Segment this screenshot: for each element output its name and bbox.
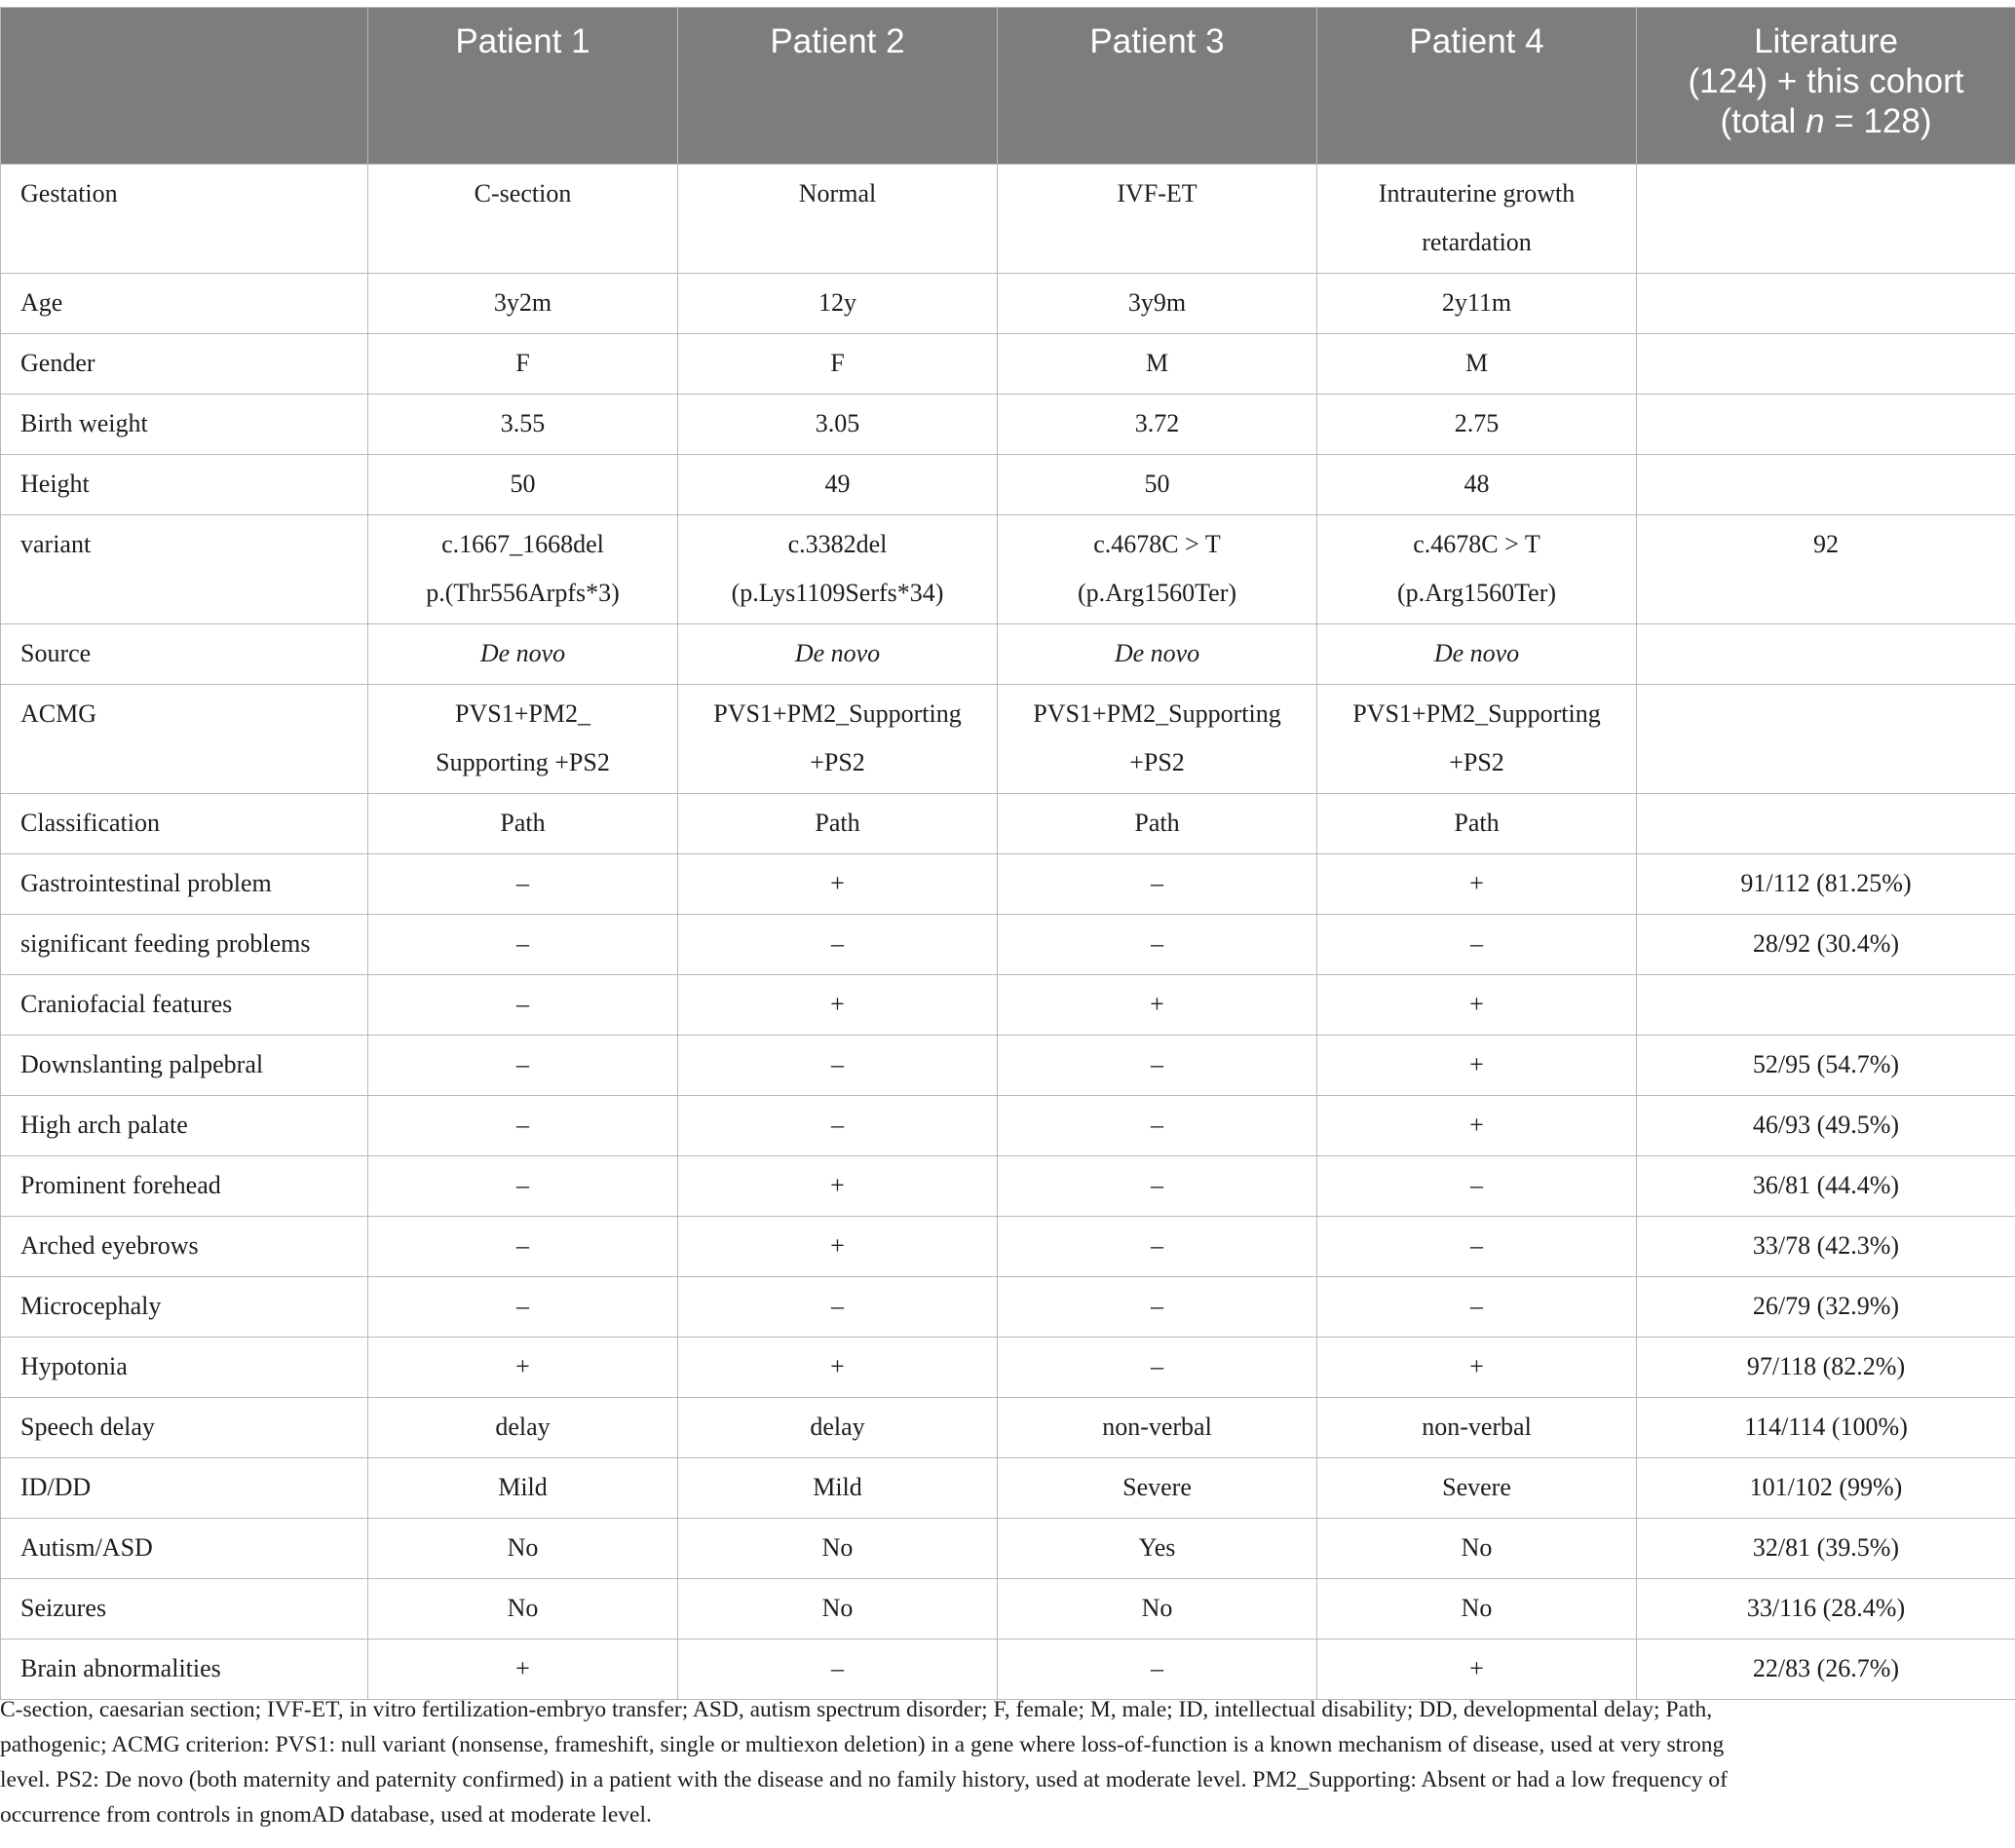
patient-1-cell xyxy=(368,1277,678,1338)
patient-3-cell xyxy=(998,915,1317,975)
table-row xyxy=(1,1096,2015,1156)
patient-4-cell xyxy=(1317,975,1637,1036)
table-header-row xyxy=(1,8,2015,165)
patient-1-cell xyxy=(368,1217,678,1277)
cell-line: – xyxy=(516,929,529,958)
patient-3-cell xyxy=(998,455,1317,515)
cell-line: + xyxy=(830,990,845,1018)
row-label: Gender xyxy=(1,334,368,395)
literature-cell xyxy=(1637,395,2015,455)
patient-4-cell xyxy=(1317,1036,1637,1096)
row-label: Seizures xyxy=(1,1579,368,1640)
cell-line: +PS2 xyxy=(810,748,865,776)
cell-line: Normal xyxy=(798,179,877,207)
patient-3-cell xyxy=(998,794,1317,854)
header-literature-suffix: = 128) xyxy=(1824,102,1932,140)
patient-4-cell xyxy=(1317,1458,1637,1519)
table-row xyxy=(1,1519,2015,1579)
patient-1-cell xyxy=(368,975,678,1036)
row-label: Speech delay xyxy=(1,1398,368,1458)
cell-line: – xyxy=(516,1292,529,1320)
cell-line: 3y2m xyxy=(493,288,552,317)
literature-cell xyxy=(1637,685,2015,794)
cell-line: +PS2 xyxy=(1449,748,1504,776)
patient-1-cell xyxy=(368,1036,678,1096)
literature-cell: 26/79 (32.9%) xyxy=(1637,1277,2015,1338)
cell-line: Yes xyxy=(1138,1533,1176,1562)
patient-4-cell xyxy=(1317,1338,1637,1398)
cell-line: delay xyxy=(495,1413,551,1441)
cell-line: (p.Arg1560Ter) xyxy=(1396,579,1557,607)
patient-2-cell xyxy=(678,1277,998,1338)
patient-3-cell xyxy=(998,334,1317,395)
patient-4-cell xyxy=(1317,1640,1637,1700)
cell-line: 2.75 xyxy=(1454,409,1500,437)
cell-line: – xyxy=(1151,1050,1163,1078)
patient-3-cell xyxy=(998,1398,1317,1458)
patient-4-cell xyxy=(1317,854,1637,915)
cell-line: – xyxy=(1151,1171,1163,1199)
patient-1-cell xyxy=(368,515,678,624)
cell-line: – xyxy=(1470,1171,1483,1199)
patient-1-cell xyxy=(368,1156,678,1217)
patient-1-cell xyxy=(368,1519,678,1579)
table-row xyxy=(1,624,2015,685)
cell-line: No xyxy=(507,1533,539,1562)
table-row xyxy=(1,1277,2015,1338)
literature-cell: 52/95 (54.7%) xyxy=(1637,1036,2015,1096)
table-row xyxy=(1,1217,2015,1277)
patient-2-cell xyxy=(678,395,998,455)
patient-2-cell xyxy=(678,1036,998,1096)
cell-line: + xyxy=(1469,1111,1484,1139)
patient-3-cell xyxy=(998,1640,1317,1700)
row-label: Arched eyebrows xyxy=(1,1217,368,1277)
patient-2-cell xyxy=(678,1519,998,1579)
header-patient-3: Patient 3 xyxy=(998,8,1317,165)
cell-line: Severe xyxy=(1442,1473,1511,1501)
cell-line: + xyxy=(1469,1654,1484,1682)
cell-line: – xyxy=(1470,1231,1483,1260)
cell-line: – xyxy=(1151,1352,1163,1380)
patient-4-cell xyxy=(1317,334,1637,395)
table-row xyxy=(1,395,2015,455)
row-label: ID/DD xyxy=(1,1458,368,1519)
row-label: Height xyxy=(1,455,368,515)
patient-3-cell xyxy=(998,1277,1317,1338)
patient-2-cell xyxy=(678,685,998,794)
cell-line: c.1667_1668del xyxy=(441,530,604,558)
cell-line: (p.Lys1109Serfs*34) xyxy=(731,579,944,607)
header-literature-line3 xyxy=(1649,101,2003,141)
literature-cell: 33/116 (28.4%) xyxy=(1637,1579,2015,1640)
patient-3-cell xyxy=(998,624,1317,685)
patient-1-cell xyxy=(368,455,678,515)
cell-line: PVS1+PM2_Supporting xyxy=(713,699,962,728)
row-label: variant xyxy=(1,515,368,624)
patient-2-cell xyxy=(678,334,998,395)
cell-line: No xyxy=(821,1533,854,1562)
patient-2-cell xyxy=(678,165,998,274)
cell-line: – xyxy=(516,990,529,1018)
row-label: Gastrointestinal problem xyxy=(1,854,368,915)
table-body xyxy=(1,165,2015,1700)
patient-2-cell xyxy=(678,455,998,515)
table-row xyxy=(1,1036,2015,1096)
patient-2-cell xyxy=(678,854,998,915)
cell-line: (p.Arg1560Ter) xyxy=(1077,579,1237,607)
patient-4-cell xyxy=(1317,915,1637,975)
cell-line: Supporting +PS2 xyxy=(436,748,610,776)
cell-line: Mild xyxy=(813,1473,862,1501)
header-literature-n: n xyxy=(1806,102,1825,140)
literature-cell: 92 xyxy=(1637,515,2015,624)
cell-line: No xyxy=(821,1594,854,1622)
row-label: Birth weight xyxy=(1,395,368,455)
header-literature-line2: (124) + this cohort xyxy=(1688,62,1964,100)
cell-line: + xyxy=(515,1352,530,1380)
clinical-table-container xyxy=(0,7,2015,1700)
table-row xyxy=(1,975,2015,1036)
patient-3-cell xyxy=(998,165,1317,274)
cell-line: M xyxy=(1464,349,1489,377)
patient-2-cell xyxy=(678,624,998,685)
cell-line: + xyxy=(1469,990,1484,1018)
table-row xyxy=(1,854,2015,915)
row-label: Autism/ASD xyxy=(1,1519,368,1579)
cell-line: No xyxy=(1141,1594,1173,1622)
cell-line: + xyxy=(830,869,845,897)
patient-3-cell xyxy=(998,1096,1317,1156)
patient-3-cell xyxy=(998,1036,1317,1096)
cell-line: +PS2 xyxy=(1129,748,1185,776)
patient-2-cell xyxy=(678,1640,998,1700)
header-patient-2: Patient 2 xyxy=(678,8,998,165)
patient-1-cell xyxy=(368,1458,678,1519)
patient-3-cell xyxy=(998,854,1317,915)
header-blank-cell xyxy=(1,8,368,165)
cell-line: non-verbal xyxy=(1422,1413,1532,1441)
row-label: significant feeding problems xyxy=(1,915,368,975)
patient-4-cell xyxy=(1317,395,1637,455)
cell-line: – xyxy=(1151,1231,1163,1260)
patient-3-cell xyxy=(998,395,1317,455)
cell-line: – xyxy=(831,929,844,958)
clinical-features-table xyxy=(0,7,2015,1700)
cell-line: 3.55 xyxy=(500,409,546,437)
patient-3-cell xyxy=(998,1579,1317,1640)
patient-2-cell xyxy=(678,1458,998,1519)
row-label: Downslanting palpebral xyxy=(1,1036,368,1096)
row-label: Source xyxy=(1,624,368,685)
literature-cell xyxy=(1637,794,2015,854)
cell-line: + xyxy=(515,1654,530,1682)
cell-line: No xyxy=(507,1594,539,1622)
literature-cell: 36/81 (44.4%) xyxy=(1637,1156,2015,1217)
patient-1-cell xyxy=(368,1338,678,1398)
cell-line: – xyxy=(516,1171,529,1199)
cell-line: Mild xyxy=(498,1473,548,1501)
cell-line: Path xyxy=(1134,809,1180,837)
cell-line: Severe xyxy=(1122,1473,1192,1501)
table-footnote: C-section, caesarian section; IVF-ET, in vitro fertilization-embryo transfer; ASD, autism spectrum disorder; F, female; M, male; ID, intellectual disability; DD, developmental delay; Path, pathogenic; ACMG criterion: PVS1: null variant (nonsense, frameshift, single or multiexon deletion) in a gene where loss-of-function is a known mechanism of disease, used at very strong level. PS2: De novo (both maternity and paternity confirmed) in a patient with the disease and no family history, used at moderate level. PM2_Supporting: Absent or had a low frequency of occurrence from controls in gnomAD database, used at moderate level. xyxy=(0,1697,1728,1828)
cell-line: + xyxy=(830,1231,845,1260)
patient-4-cell xyxy=(1317,165,1637,274)
patient-4-cell xyxy=(1317,1277,1637,1338)
cell-line: – xyxy=(516,1231,529,1260)
patient-1-cell xyxy=(368,165,678,274)
patient-4-cell xyxy=(1317,1156,1637,1217)
patient-4-cell xyxy=(1317,1096,1637,1156)
literature-cell: 91/112 (81.25%) xyxy=(1637,854,2015,915)
patient-3-cell xyxy=(998,1519,1317,1579)
literature-cell: 22/83 (26.7%) xyxy=(1637,1640,2015,1700)
patient-3-cell xyxy=(998,515,1317,624)
cell-line: – xyxy=(831,1050,844,1078)
patient-2-cell xyxy=(678,1398,998,1458)
cell-line: delay xyxy=(810,1413,865,1441)
literature-cell: 101/102 (99%) xyxy=(1637,1458,2015,1519)
cell-line: 48 xyxy=(1464,470,1490,498)
patient-2-cell xyxy=(678,1338,998,1398)
cell-line: non-verbal xyxy=(1102,1413,1212,1441)
cell-line: – xyxy=(516,869,529,897)
patient-4-cell xyxy=(1317,1519,1637,1579)
patient-2-cell xyxy=(678,1156,998,1217)
cell-line: De novo xyxy=(1114,639,1200,667)
patient-2-cell xyxy=(678,975,998,1036)
table-row xyxy=(1,1398,2015,1458)
table-row xyxy=(1,1338,2015,1398)
patient-3-cell xyxy=(998,274,1317,334)
patient-3-cell xyxy=(998,1217,1317,1277)
patient-4-cell xyxy=(1317,515,1637,624)
literature-cell: 32/81 (39.5%) xyxy=(1637,1519,2015,1579)
patient-4-cell xyxy=(1317,455,1637,515)
cell-line: – xyxy=(1470,929,1483,958)
cell-line: 12y xyxy=(818,288,856,317)
cell-line: Intrauterine growth xyxy=(1378,179,1576,207)
cell-line: 49 xyxy=(824,470,851,498)
cell-line: Path xyxy=(1454,809,1500,837)
row-label: Hypotonia xyxy=(1,1338,368,1398)
patient-1-cell xyxy=(368,624,678,685)
patient-1-cell xyxy=(368,794,678,854)
patient-2-cell xyxy=(678,274,998,334)
patient-3-cell xyxy=(998,1156,1317,1217)
patient-1-cell xyxy=(368,1579,678,1640)
patient-1-cell xyxy=(368,685,678,794)
cell-line: 50 xyxy=(510,470,536,498)
patient-3-cell xyxy=(998,975,1317,1036)
patient-4-cell xyxy=(1317,1217,1637,1277)
patient-2-cell xyxy=(678,794,998,854)
patient-3-cell xyxy=(998,685,1317,794)
patient-4-cell xyxy=(1317,1579,1637,1640)
row-label: Craniofacial features xyxy=(1,975,368,1036)
cell-line: M xyxy=(1145,349,1169,377)
cell-line: – xyxy=(1151,869,1163,897)
literature-cell: 28/92 (30.4%) xyxy=(1637,915,2015,975)
patient-2-cell xyxy=(678,1217,998,1277)
table-row xyxy=(1,455,2015,515)
literature-cell xyxy=(1637,334,2015,395)
literature-cell xyxy=(1637,455,2015,515)
table-row xyxy=(1,915,2015,975)
cell-line: No xyxy=(1461,1594,1493,1622)
cell-line: – xyxy=(516,1111,529,1139)
cell-line: – xyxy=(1151,929,1163,958)
cell-line: De novo xyxy=(794,639,881,667)
cell-line: – xyxy=(831,1654,844,1682)
patient-2-cell xyxy=(678,515,998,624)
cell-line: + xyxy=(1469,1352,1484,1380)
cell-line: PVS1+PM2_Supporting xyxy=(1033,699,1281,728)
literature-cell xyxy=(1637,165,2015,274)
cell-line: Path xyxy=(815,809,860,837)
cell-line: + xyxy=(1150,990,1164,1018)
header-literature-line1: Literature xyxy=(1754,22,1898,60)
cell-line: De novo xyxy=(479,639,566,667)
row-label: ACMG xyxy=(1,685,368,794)
patient-3-cell xyxy=(998,1458,1317,1519)
cell-line: 2y11m xyxy=(1441,288,1512,317)
literature-cell: 46/93 (49.5%) xyxy=(1637,1096,2015,1156)
cell-line: p.(Thr556Arpfs*3) xyxy=(426,579,620,607)
cell-line: – xyxy=(831,1111,844,1139)
cell-line: + xyxy=(1469,1050,1484,1078)
cell-line: retardation xyxy=(1422,228,1532,256)
table-row xyxy=(1,274,2015,334)
header-patient-1: Patient 1 xyxy=(368,8,678,165)
cell-line: PVS1+PM2_Supporting xyxy=(1352,699,1601,728)
cell-line: c.4678C > T xyxy=(1093,530,1221,558)
cell-line: – xyxy=(1470,1292,1483,1320)
cell-line: 3.72 xyxy=(1134,409,1180,437)
patient-1-cell xyxy=(368,274,678,334)
literature-cell: 33/78 (42.3%) xyxy=(1637,1217,2015,1277)
cell-line: + xyxy=(830,1352,845,1380)
cell-line: 3y9m xyxy=(1127,288,1187,317)
patient-2-cell xyxy=(678,1096,998,1156)
cell-line: + xyxy=(830,1171,845,1199)
cell-line: c.4678C > T xyxy=(1413,530,1540,558)
cell-line: c.3382del xyxy=(787,530,888,558)
patient-1-cell xyxy=(368,854,678,915)
row-label: Classification xyxy=(1,794,368,854)
table-row xyxy=(1,1640,2015,1700)
table-row xyxy=(1,1156,2015,1217)
patient-4-cell xyxy=(1317,624,1637,685)
cell-line: Path xyxy=(500,809,546,837)
header-literature xyxy=(1637,8,2015,165)
cell-line: – xyxy=(1151,1292,1163,1320)
cell-line: 50 xyxy=(1144,470,1170,498)
patient-4-cell xyxy=(1317,274,1637,334)
literature-cell: 97/118 (82.2%) xyxy=(1637,1338,2015,1398)
table-row xyxy=(1,515,2015,624)
table-row xyxy=(1,334,2015,395)
row-label: Age xyxy=(1,274,368,334)
cell-line: C-section xyxy=(474,179,572,207)
row-label: Prominent forehead xyxy=(1,1156,368,1217)
literature-cell xyxy=(1637,975,2015,1036)
literature-cell xyxy=(1637,624,2015,685)
row-label: Brain abnormalities xyxy=(1,1640,368,1700)
cell-line: F xyxy=(830,349,845,377)
literature-cell: 114/114 (100%) xyxy=(1637,1398,2015,1458)
cell-line: No xyxy=(1461,1533,1493,1562)
patient-4-cell xyxy=(1317,794,1637,854)
patient-1-cell xyxy=(368,395,678,455)
cell-line: PVS1+PM2_ xyxy=(455,699,590,728)
cell-line: IVF-ET xyxy=(1117,179,1198,207)
patient-4-cell xyxy=(1317,685,1637,794)
literature-cell xyxy=(1637,274,2015,334)
patient-2-cell xyxy=(678,915,998,975)
patient-1-cell xyxy=(368,1096,678,1156)
row-label: High arch palate xyxy=(1,1096,368,1156)
cell-line: F xyxy=(515,349,530,377)
cell-line: De novo xyxy=(1433,639,1520,667)
cell-line: + xyxy=(1469,869,1484,897)
cell-line: – xyxy=(1151,1111,1163,1139)
patient-4-cell xyxy=(1317,1398,1637,1458)
cell-line: 3.05 xyxy=(815,409,860,437)
cell-line: – xyxy=(516,1050,529,1078)
patient-1-cell xyxy=(368,915,678,975)
row-label: Gestation xyxy=(1,165,368,274)
cell-line: – xyxy=(1151,1654,1163,1682)
patient-1-cell xyxy=(368,334,678,395)
patient-1-cell xyxy=(368,1640,678,1700)
patient-2-cell xyxy=(678,1579,998,1640)
table-row xyxy=(1,165,2015,274)
patient-3-cell xyxy=(998,1338,1317,1398)
header-literature-prefix: (total xyxy=(1720,102,1806,140)
patient-1-cell xyxy=(368,1398,678,1458)
row-label: Microcephaly xyxy=(1,1277,368,1338)
table-row xyxy=(1,1579,2015,1640)
cell-line: – xyxy=(831,1292,844,1320)
table-row xyxy=(1,794,2015,854)
table-row xyxy=(1,685,2015,794)
table-row xyxy=(1,1458,2015,1519)
header-patient-4: Patient 4 xyxy=(1317,8,1637,165)
